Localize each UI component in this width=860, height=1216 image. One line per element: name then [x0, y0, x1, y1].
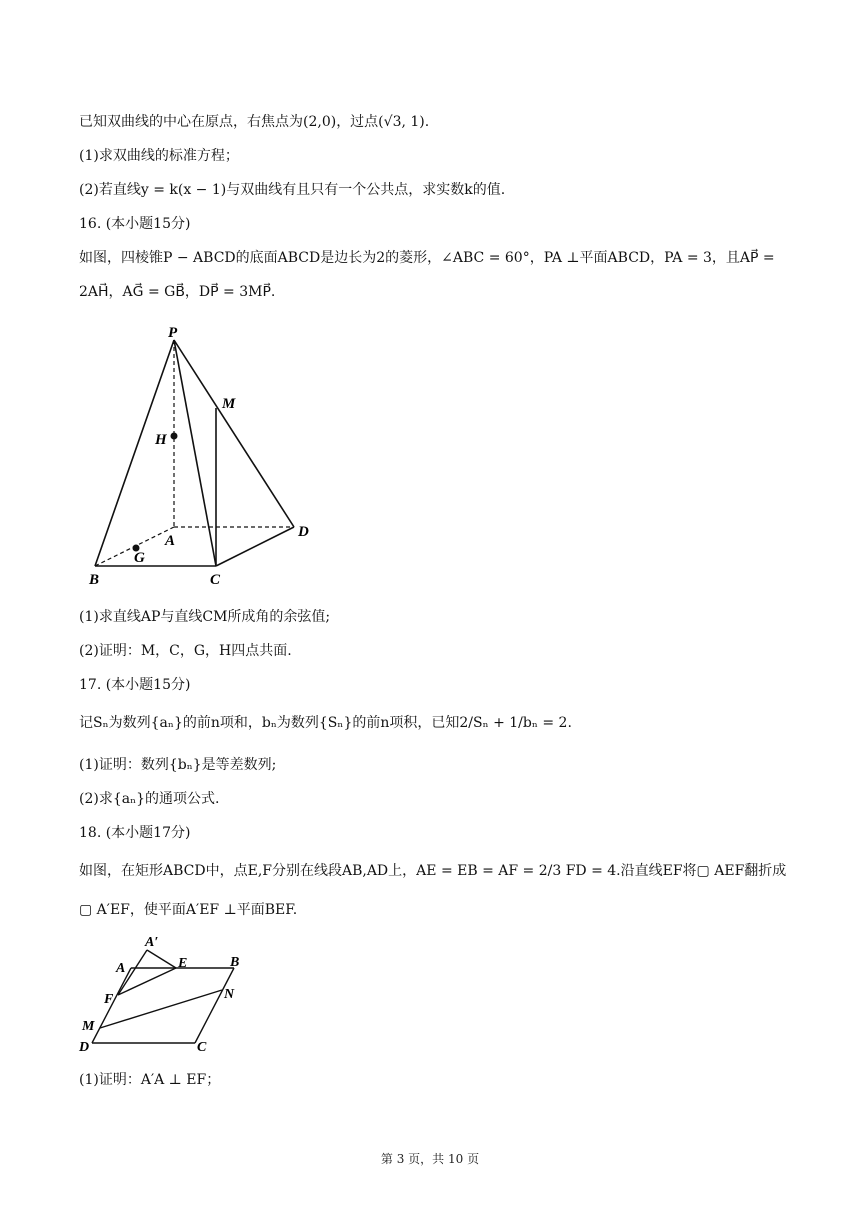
rectangle-fold-figure [78, 930, 248, 1058]
q17-part1: (1)证明：数列{bₙ}是等差数列; [79, 757, 277, 773]
q16-part2: (2)证明：M，C，G，H四点共面. [79, 643, 292, 659]
label-B: B [230, 955, 240, 970]
label-C: C [197, 1040, 207, 1055]
label-N: N [224, 987, 235, 1002]
q15-intro: 已知双曲线的中心在原点，右焦点为(2,0)，过点(√3, 1). [79, 114, 430, 130]
q17-part2: (2)求{aₙ}的通项公式. [79, 791, 220, 807]
label-M: M [222, 396, 236, 412]
q18-part1: (1)证明：A′A ⊥ EF； [79, 1072, 221, 1088]
label-P: P [168, 325, 178, 341]
q18-text-line1: 如图，在矩形ABCD中，点E,F分别在线段AB,AD上，AE = EB = AF = 2/3 FD = 4.沿直线EF将▢ AEF翻折成 [79, 863, 787, 879]
label-G: G [134, 550, 145, 566]
label-A-prime: A′ [145, 935, 159, 950]
q17-text: 记Sₙ为数列{aₙ}的前n项和，bₙ为数列{Sₙ}的前n项积，已知2/Sₙ + 1/bₙ = 2. [79, 715, 572, 731]
q18-header: 18. (本小题17分) [79, 825, 191, 841]
label-B: B [89, 572, 100, 588]
q16-part1: (1)求直线AP与直线CM所成角的余弦值; [79, 609, 331, 625]
label-C: C [210, 572, 221, 588]
label-A: A [116, 961, 126, 976]
q15-part1: (1)求双曲线的标准方程； [79, 148, 239, 164]
label-D: D [79, 1040, 90, 1055]
q18-text-line2: ▢ A′EF，使平面A′EF ⊥平面BEF. [79, 902, 298, 918]
label-E: E [178, 956, 188, 971]
label-H: H [155, 432, 167, 448]
label-A: A [165, 533, 176, 549]
q17-header: 17. (本小题15分) [79, 677, 191, 693]
q16-text-line1: 如图，四棱锥P − ABCD的底面ABCD是边长为2的菱形，∠ABC = 60°，PA ⊥平面ABCD，PA = 3，且AP⃗ = [79, 250, 775, 266]
label-D: D [298, 524, 309, 540]
pyramid-figure [80, 318, 330, 590]
label-M: M [82, 1019, 95, 1034]
label-F: F [104, 992, 114, 1007]
page-footer: 第 3 页，共 10 页 [380, 1152, 480, 1166]
q15-part2: (2)若直线y = k(x − 1)与双曲线有且只有一个公共点，求实数k的值. [79, 182, 506, 198]
q16-text-line2: 2AH⃗，AG⃗ = GB⃗，DP⃗ = 3MP⃗. [79, 284, 276, 300]
q16-header: 16. (本小题15分) [79, 216, 191, 232]
